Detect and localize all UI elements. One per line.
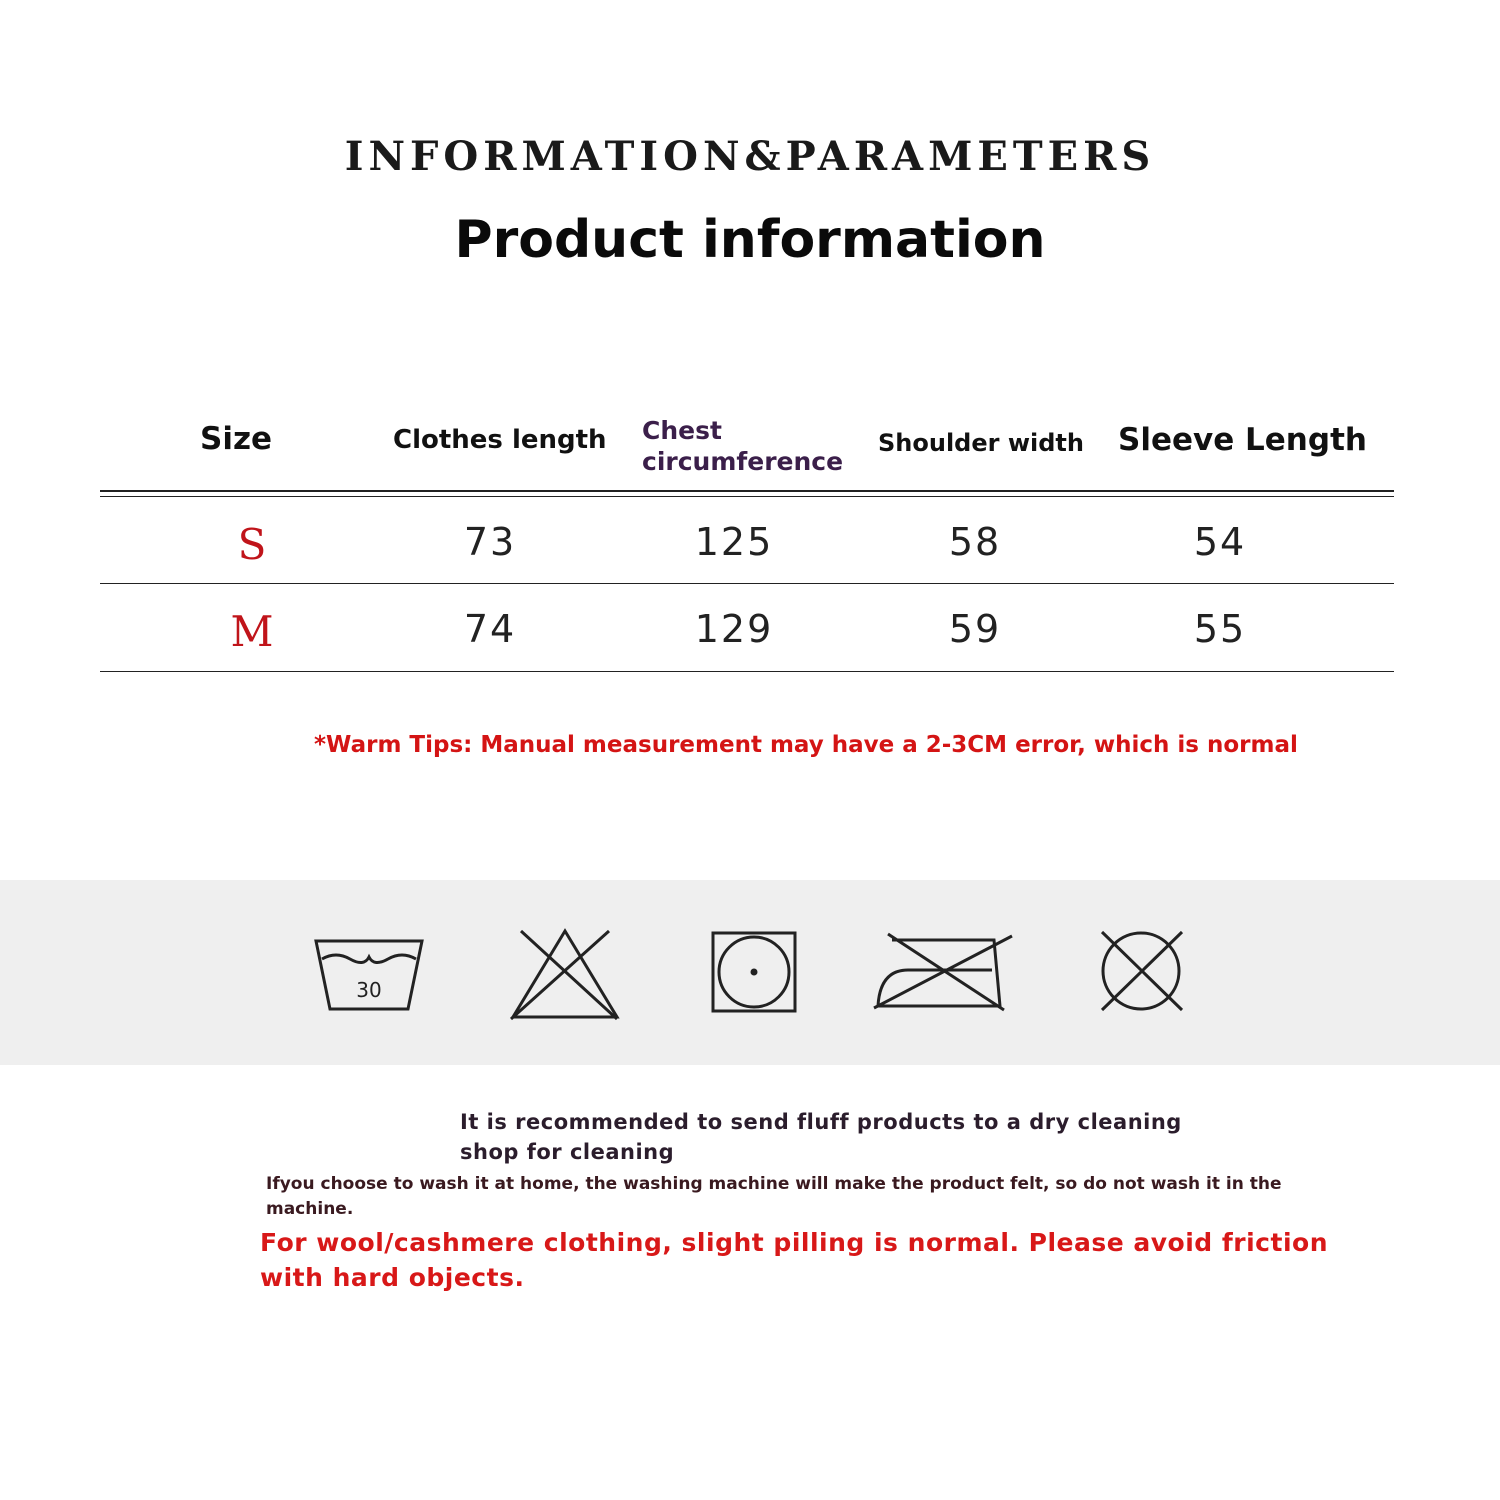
do-not-dry-clean-icon [1096, 928, 1186, 1014]
sleeve-cell: 55 [1193, 607, 1247, 651]
size-cell: M [230, 607, 274, 656]
tumble-dry-icon [710, 930, 798, 1014]
row-divider [100, 583, 1394, 584]
sleeve-cell: 54 [1193, 520, 1247, 564]
clothes-length-cell: 73 [463, 520, 517, 564]
header-rule-bottom [100, 496, 1394, 497]
wash-30-icon [312, 935, 426, 1015]
care-symbols-band [0, 880, 1500, 1065]
page-kicker: INFORMATION&PARAMETERS [344, 133, 1156, 180]
pilling-notice: For wool/cashmere clothing, slight pilling is normal. Please avoid friction with hard objects. [260, 1228, 1328, 1292]
chest-cell: 129 [694, 607, 774, 651]
header-rule-top [100, 490, 1394, 492]
home-wash-warning: Ifyou choose to wash it at home, the washing machine will make the product felt, so do not wash it in the machine. [266, 1174, 1282, 1219]
do-not-iron-icon [872, 930, 1014, 1012]
column-header-size: Size [200, 421, 273, 457]
page-title: Product information [454, 210, 1046, 270]
dry-clean-recommendation: It is recommended to send fluff products to a dry cleaning shop for cleaning [460, 1110, 1182, 1164]
wash-temp-label: 30 [356, 978, 382, 1002]
do-not-bleach-icon [505, 925, 625, 1025]
column-header-shoulder-width: Shoulder width [878, 429, 1084, 457]
chest-cell: 125 [694, 520, 774, 564]
column-header-chest-line1: Chest [642, 416, 722, 445]
warm-tip: *Warm Tips: Manual measurement may have a 2-3CM error, which is normal [314, 732, 1298, 758]
shoulder-cell: 59 [948, 607, 1002, 651]
column-header-chest-line2: circumference [642, 447, 844, 477]
size-cell: S [237, 520, 267, 569]
column-header-clothes-length: Clothes length [393, 425, 607, 455]
column-header-sleeve-length: Sleeve Length [1118, 422, 1367, 458]
column-header-chest [642, 415, 843, 478]
shoulder-cell: 58 [948, 520, 1002, 564]
clothes-length-cell: 74 [463, 607, 517, 651]
table-bottom-rule [100, 671, 1394, 672]
